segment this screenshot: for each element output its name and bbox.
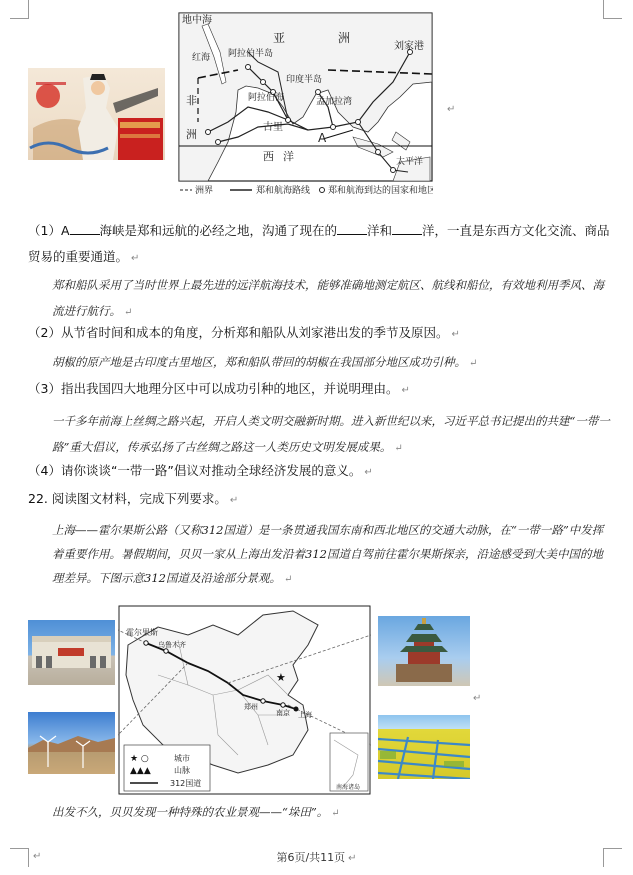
label-red-sea: 红海 [192, 53, 211, 63]
zheng-he-route-map [178, 12, 433, 197]
q1-mid2: 洋和 [367, 223, 393, 238]
question-2: （2）从节省时间和成本的角度，分析郑和船队从刘家港出发的季节及原因。 ↵ [28, 325, 460, 340]
label-asia-2: 洲 [338, 31, 351, 45]
question-2-text: （2）从节省时间和成本的角度，分析郑和船队从刘家港出发的季节及原因。 [28, 325, 449, 340]
label-west-1: 西 [263, 150, 274, 163]
legend-places: 郑和航海到达的国家和地区 [328, 186, 433, 196]
label-pacific: 太平洋 [396, 157, 424, 167]
svg-text:▲▲▲: ▲▲▲ [130, 766, 151, 776]
question-4-text: （4）请你谈谈“一带一路”倡议对推动全球经济发展的意义。 [28, 463, 362, 478]
question-22-heading: 22. 阅读图文材料，完成下列要求。 ↵ [28, 491, 239, 506]
legend-city: 城市 [174, 754, 190, 763]
label-horgos: 霍尔果斯 [126, 628, 158, 637]
legend-route: 郑和航海路线 [256, 186, 311, 196]
legend-mountain: 山脉 [174, 766, 190, 775]
legend-road: 312国道 [170, 779, 202, 788]
legend-boundary: 洲界 [195, 186, 214, 196]
label-india-peninsula: 印度半岛 [286, 75, 323, 85]
label-urumqi: 乌鲁木齐 [158, 641, 186, 649]
final-sentence-text: 出发不久，贝贝发现一种特殊的农业景观——“垛田”。 [52, 805, 329, 819]
port-building-photo [28, 620, 115, 685]
question-22-text: 22. 阅读图文材料，完成下列要求。 [28, 491, 227, 506]
label-arabian-sea: 阿拉伯海 [248, 93, 285, 103]
label-strait-a: A [318, 131, 327, 145]
label-africa-2: 洲 [186, 128, 197, 141]
page-footer: 第6页/共11页 ↵ [276, 851, 357, 864]
label-islands: 南海诸岛 [336, 784, 361, 791]
q1-mid3: 洋，一直是东西方文化交流、商品贸易的重要通道。 [28, 223, 610, 264]
label-calicut: 古里 [263, 122, 283, 133]
question-3-text: （3）指出我国四大地理分区中可以成功引种的地区，并说明理由。 [28, 381, 399, 396]
q1-prefix: （1）A [28, 223, 70, 238]
question-3: （3）指出我国四大地理分区中可以成功引种的地区，并说明理由。 ↵ [28, 381, 410, 396]
blank-ocean-2[interactable] [392, 223, 422, 235]
china-312-map [118, 605, 371, 795]
page-number: 第6页/共11页 [276, 851, 346, 864]
corner-mark-top-left [10, 0, 29, 19]
label-shanghai: 上海 [298, 711, 312, 719]
label-arabian-peninsula: 阿拉伯半岛 [228, 49, 274, 59]
final-sentence: 出发不久，贝贝发现一种特殊的农业景观——“垛田”。 ↵ [52, 805, 340, 819]
material-1: 郑和船队采用了当时世界上最先进的远洋航海技术，能够准确地测定航区、航线和船位，有效地利用季风、海流进行航行。 ↵ [52, 278, 604, 318]
material-3: 一千多年前海上丝绸之路兴起，开启人类文明交融新时期。进入新世纪以来，习近平总书记提出的共建“一带一路”重大倡议，传承弘扬了古丝绸之路这一人类历史文明发展成果。 ↵ [52, 414, 610, 454]
wind-farm-photo [28, 712, 115, 774]
material-2-text: 胡椒的原产地是古印度古里地区，郑和船队带回的胡椒在我国部分地区成功引种。 [52, 355, 466, 369]
label-africa-1: 非 [186, 94, 197, 107]
capital-star-icon: ★ [276, 671, 286, 684]
label-west-2: 洋 [283, 150, 294, 163]
material-2: 胡椒的原产地是古印度古里地区，郑和船队带回的胡椒在我国部分地区成功引种。 ↵ [52, 355, 478, 369]
corner-mark-top-right [603, 0, 622, 19]
material-1-text: 郑和船队采用了当时世界上最先进的远洋航海技术，能够准确地测定航区、航线和船位，有效地利用季风、海流进行航行。 [52, 278, 604, 318]
label-mediterranean: 地中海 [182, 15, 212, 26]
label-bengal-bay: 孟加拉湾 [316, 97, 353, 107]
paragraph-mark: ↵ [447, 104, 456, 115]
svg-text:★ ○: ★ ○ [130, 754, 149, 764]
label-zhengzhou: 郑州 [244, 703, 258, 711]
footer-left-mark: ↵ [33, 851, 42, 862]
zheng-he-illustration [28, 68, 165, 160]
material-3-text: 一千多年前海上丝绸之路兴起，开启人类文明交融新时期。进入新世纪以来，习近平总书记提出的共建“一带一路”重大倡议，传承弘扬了古丝绸之路这一人类历史文明发展成果。 [52, 414, 610, 454]
label-asia-1: 亚 [273, 31, 286, 45]
q1-mid1: 海峡是郑和远航的必经之地，沟通了现在的 [99, 223, 338, 238]
blank-strait[interactable] [70, 223, 100, 235]
intro-22-text: 上海——霍尔果斯公路（又称312国道）是一条贯通我国东南和西北地区的交通大动脉，在“一带一路”中发挥着重要作用。暑假期间，贝贝一家从上海出发沿着312国道自驾前往霍尔果斯探亲，沿途感受到大美中国的地理差异。下图示意312国道及沿途部分景观。 [52, 523, 604, 585]
duotian-fields-photo [378, 715, 470, 779]
bell-tower-photo [378, 616, 470, 686]
label-nanjing: 南京 [276, 709, 290, 717]
intro-22: 上海——霍尔果斯公路（又称312国道）是一条贯通我国东南和西北地区的交通大动脉，在“一带一路”中发挥着重要作用。暑假期间，贝贝一家从上海出发沿着312国道自驾前往霍尔果斯探亲，沿途感受到大美中国的地理差异。下图示意312国道及沿途部分景观。 ↵ [52, 523, 604, 585]
label-liujiagang: 刘家港 [394, 41, 424, 52]
question-4: （4）请你谈谈“一带一路”倡议对推动全球经济发展的意义。 ↵ [28, 463, 373, 478]
question-1: （1）A 海峡是郑和远航的必经之地，沟通了现在的 洋和 洋，一直是东西方文化交流、商品贸易的重要通道。 ↵ [28, 223, 610, 264]
blank-ocean-1[interactable] [337, 223, 367, 235]
paragraph-mark-2: ↵ [473, 693, 482, 704]
